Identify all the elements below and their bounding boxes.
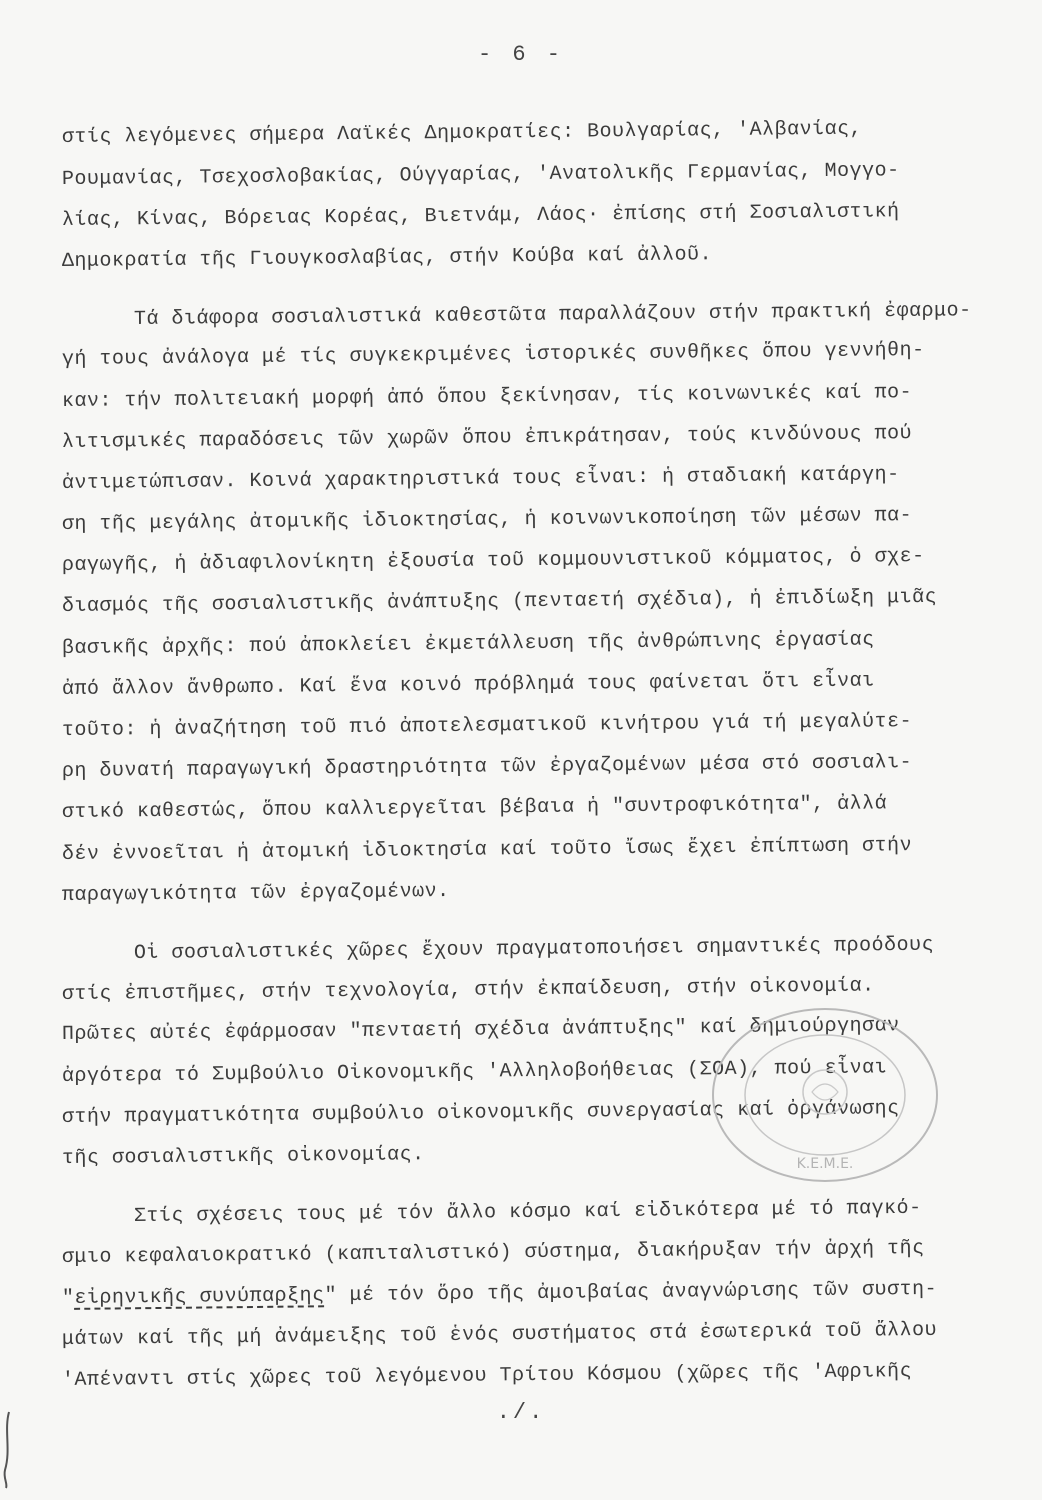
text-line: ραγωγῆς, ἡ ἀδιαφιλονίκητη ἐξουσία τοῦ κομμουνιστικοῦ κόμματος, ὁ σχε- — [61, 544, 925, 577]
text-line: ἀντιμετώπισαν. Κοινά χαρακτηριστικά τους εἶναι: ἡ σταδιακή κατάργη- — [61, 463, 900, 495]
text-line: Ρουμανίας, Τσεχοσλοβακίας, Ούγγαρίας, 'Ανατολικῆς Γερμανίας, Μογγο- — [61, 159, 900, 191]
text-line: στήν πραγματικότητα συμβούλιο οἰκονομικῆς συνεργασίας καί ὀργάνωσης — [61, 1097, 900, 1129]
text-line: λίας, Κίνας, Βόρειας Κορέας, Βιετνάμ, Λάος· ἐπίσης στή Σοσιαλιστική — [61, 200, 900, 232]
text-line: ση τῆς μεγάλης ἀτομικῆς ἰδιοκτησίας, ἡ κοινωνικοποίηση τῶν μέσων πα- — [61, 504, 913, 536]
text-line: μάτων καί τῆς μή ἀνάμειξης τοῦ ἑνός συστήματος στά ἐσωτερικά τοῦ ἄλλου — [61, 1318, 938, 1351]
text-line: στικό καθεστώς, ὅπου καλλιεργεῖται βέβαια ἡ "συντροφικότητα", ἀλλά — [61, 792, 888, 824]
text-line: διασμός τῆς σοσιαλιστικῆς ἀνάπτυξης (πενταετή σχέδια), ἡ ἐπιδίωξη μιᾶς — [61, 585, 938, 618]
page-number: - 6 - — [477, 42, 564, 67]
text-line: καν: τήν πολιτειακή μορφή ἀπό ὅπου ξεκίνησαν, τίς κοινωνικές καί πο- — [61, 381, 913, 413]
text-line: γή τους ἀνάλογα μέ τίς συγκεκριμένες ἱστορικές συνθῆκες ὅπου γεννήθη- — [61, 338, 925, 371]
text-line: Στίς σχέσεις τους μέ τόν ἄλλο κόσμο καί εἰδικότερα μέ τό παγκό- — [133, 1196, 922, 1228]
text-line: σμιο κεφαλαιοκρατικό (καπιταλιστικό) σύστημα, διακήρυξαν τήν ἀρχή τῆς — [61, 1236, 925, 1269]
text-line: τῆς σοσιαλιστικῆς οἰκονομίας. — [61, 1143, 425, 1170]
stamp-text: Κ.Ε.Μ.Ε. — [796, 1156, 854, 1172]
text-line: δέν ἐννοεῖται ἡ ἀτομική ἰδιοκτησία καί τοῦτο ἴσως ἔχει ἐπίπτωση στήν — [61, 834, 913, 866]
underlined-phrase: εἰρηνικῆς συνύπαρξης — [74, 1284, 325, 1310]
text-line: Τά διάφορα σοσιαλιστικά καθεστῶτα παραλλάζουν στήν πρακτική ἐφαρμο- — [133, 299, 972, 331]
text-line: 'Απέναντι στίς χῶρες τοῦ λεγόμενου Τρίτου Κόσμου (χῶρες τῆς 'Αφρικῆς — [61, 1360, 913, 1392]
stamp-seal — [700, 1000, 950, 1190]
margin-pen-mark — [0, 1410, 14, 1490]
text-line: Οἱ σοσιαλιστικές χῶρες ἔχουν πραγματοποιήσει σημαντικές προόδους — [133, 933, 935, 965]
text-line: "εἰρηνικῆς συνύπαρξης" μέ τόν ὅρο τῆς ἀμοιβαίας ἀναγνώρισης τῶν συστη- — [61, 1277, 938, 1310]
text-line: βασικῆς ἀρχῆς: πού ἀποκλείει ἐκμετάλλευση τῆς ἀνθρώπινης ἐργασίας — [61, 628, 875, 660]
text-line: Δημοκρατία τῆς Γιουγκοσλαβίας, στήν Κούβα καί ἀλλοῦ. — [61, 243, 713, 273]
text-line: παραγωγικότητα τῶν ἐργαζομένων. — [61, 879, 450, 907]
text-line: ἀπό ἄλλον ἄνθρωπο. Καί ἕνα κοινό πρόβλημά τους φαίνεται ὅτι εἶναι — [61, 669, 875, 701]
stamp-seal-graphic — [700, 1000, 950, 1190]
text-line: στίς ἐπιστῆμες, στήν τεχνολογία, στήν ἐκπαίδευση, στήν οἰκονομία. — [61, 974, 875, 1006]
text-line: ἀργότερα τό Συμβούλιο Οἰκονομικῆς 'Αλληλοβοήθειας (ΣΟΑ), πού εἶναι — [61, 1056, 888, 1088]
text-line: στίς λεγόμενες σήμερα Λαϊκές Δημοκρατίες: Βουλγαρίας, 'Αλβανίας, — [61, 117, 863, 149]
continuation-mark: ./. — [496, 1400, 546, 1425]
text-line: τοῦτο: ἡ ἀναζήτηση τοῦ πιό ἀποτελεσματικοῦ κινήτρου γιά τή μεγαλύτε- — [61, 710, 913, 742]
text-line: Πρῶτες αὐτές ἐφάρμοσαν "πενταετή σχέδια ἀνάπτυξης" καί δημιούργησαν — [61, 1014, 900, 1046]
text-line: ρη δυνατή παραγωγική δραστηριότητα τῶν ἐργαζομένων μέσα στό σοσιαλι- — [61, 751, 913, 783]
text-line: λιτισμικές παραδόσεις τῶν χωρῶν ὅπου ἐπικράτησαν, τούς κινδύνους πού — [61, 422, 913, 454]
